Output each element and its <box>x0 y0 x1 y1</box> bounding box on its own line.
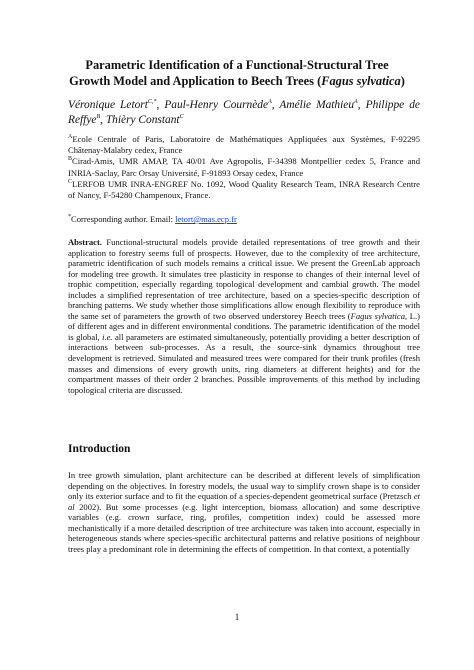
abstract: Abstract. Functional-structural models provide detailed representations of tree growth and their application to forestry seems full of prospects. However, due to the complexity of tree architecture, parametric identification of such models remains a critical issue. We present the GreenLab approach for modeling tree growth. It simulates tree plasticity in response to changes of their internal level of trophic competition, especially regarding topological development and cambial growth. The model includes a simplified representation of tree architecture, based on a species-specific description of branching patterns. We study whether those simplifications allow enough flexibility to reproduce with the same set of parameters the growth of two observed understorey Beech trees (Fagus sylvatica, L.) of different ages and in different environmental conditions. The parametric identification of the model is global, i.e. all parameters are estimated simultaneously, potentially providing a better description of interactions between sub-processes. As a result, the source-sink dynamics throughout tree development is retrieved. Simulated and measured trees were compared for their trunk profiles (fresh masses and dimensions of every growth units, ring diameters at different heights) and for the compartment masses of their order 2 branches. Possible improvements of this method by including topological criteria are discussed. <box>68 237 420 395</box>
title-species: Fagus sylvatica <box>321 74 401 88</box>
author: Thièry Constant$^C$ <box>105 114 184 126</box>
title-line-1: Parametric Identification of a Functional-Structural Tree <box>85 58 389 72</box>
author: Paul-Henry Cournède$^A$ <box>164 99 272 111</box>
author: Véronique Letort$^{C,*}$ <box>68 99 157 111</box>
introduction-heading: Introduction <box>68 443 131 455</box>
title-line-2: Growth Model and Application to Beech Trees ( <box>69 74 322 88</box>
email-link[interactable]: letort@mas.ecp.fr <box>175 214 237 224</box>
affiliation: $^B$Cirad-Amis, UMR AMAP, TA 40/01 Ave Agropolis, F-34398 Montpellier cedex 5, France and INRIA-Saclay, Parc Orsay Université, F-91893 Orsay cedex, France <box>68 156 420 178</box>
affiliation: $^C$LERFOB UMR INRA-ENGREF No. 1092, Wood Quality Research Team, INRA Research Centre of Nancy, F-54280 Champenoux, France. <box>68 178 420 201</box>
affiliation-list <box>68 134 420 201</box>
abstract-label: Abstract. <box>68 237 102 247</box>
corresponding-author: *Corresponding author. Email: letort@mas.ecp.fr <box>68 214 237 224</box>
author: Philippe de Reffye$^B$ <box>68 99 420 126</box>
paper-title <box>58 57 416 89</box>
title-close-paren: ) <box>400 74 405 88</box>
page-number: 1 <box>234 612 240 622</box>
affiliation: $^A$Ecole Centrale of Paris, Laboratoire de Mathématiques Appliquées aux Systèmes, F-92295 Châtenay-Malabry cedex, France <box>68 134 420 156</box>
author-list: Véronique Letort$^{C,*}$, Paul-Henry Cournède$^A$, Amélie Mathieu$^A$, Philippe de Reffye$^B$, Thièry Constant$^C$ <box>68 99 420 126</box>
introduction-text: In tree growth simulation, plant architecture can be described at different levels of simplification depending on the objectives. In forestry models, the usual way to simplify crown shape is to consider only its exterior surface and to fit the equation of a species-dependent geometrical surface (Pretzsch et al 2002). But some processes (e.g. light interception, biomass allocation) and some descriptive variables (e.g. crown surface, ring, profiles, competition index) could be assessed more mechanistically if a more detailed description of tree architecture was taken into account, especially in heterogeneous stands where species-specific architectural patterns and relative positions of neighbour trees play a predominant role in determining the effects of competition. In that context, a potentially <box>68 470 420 554</box>
author: Amélie Mathieu$^A$ <box>279 99 358 111</box>
